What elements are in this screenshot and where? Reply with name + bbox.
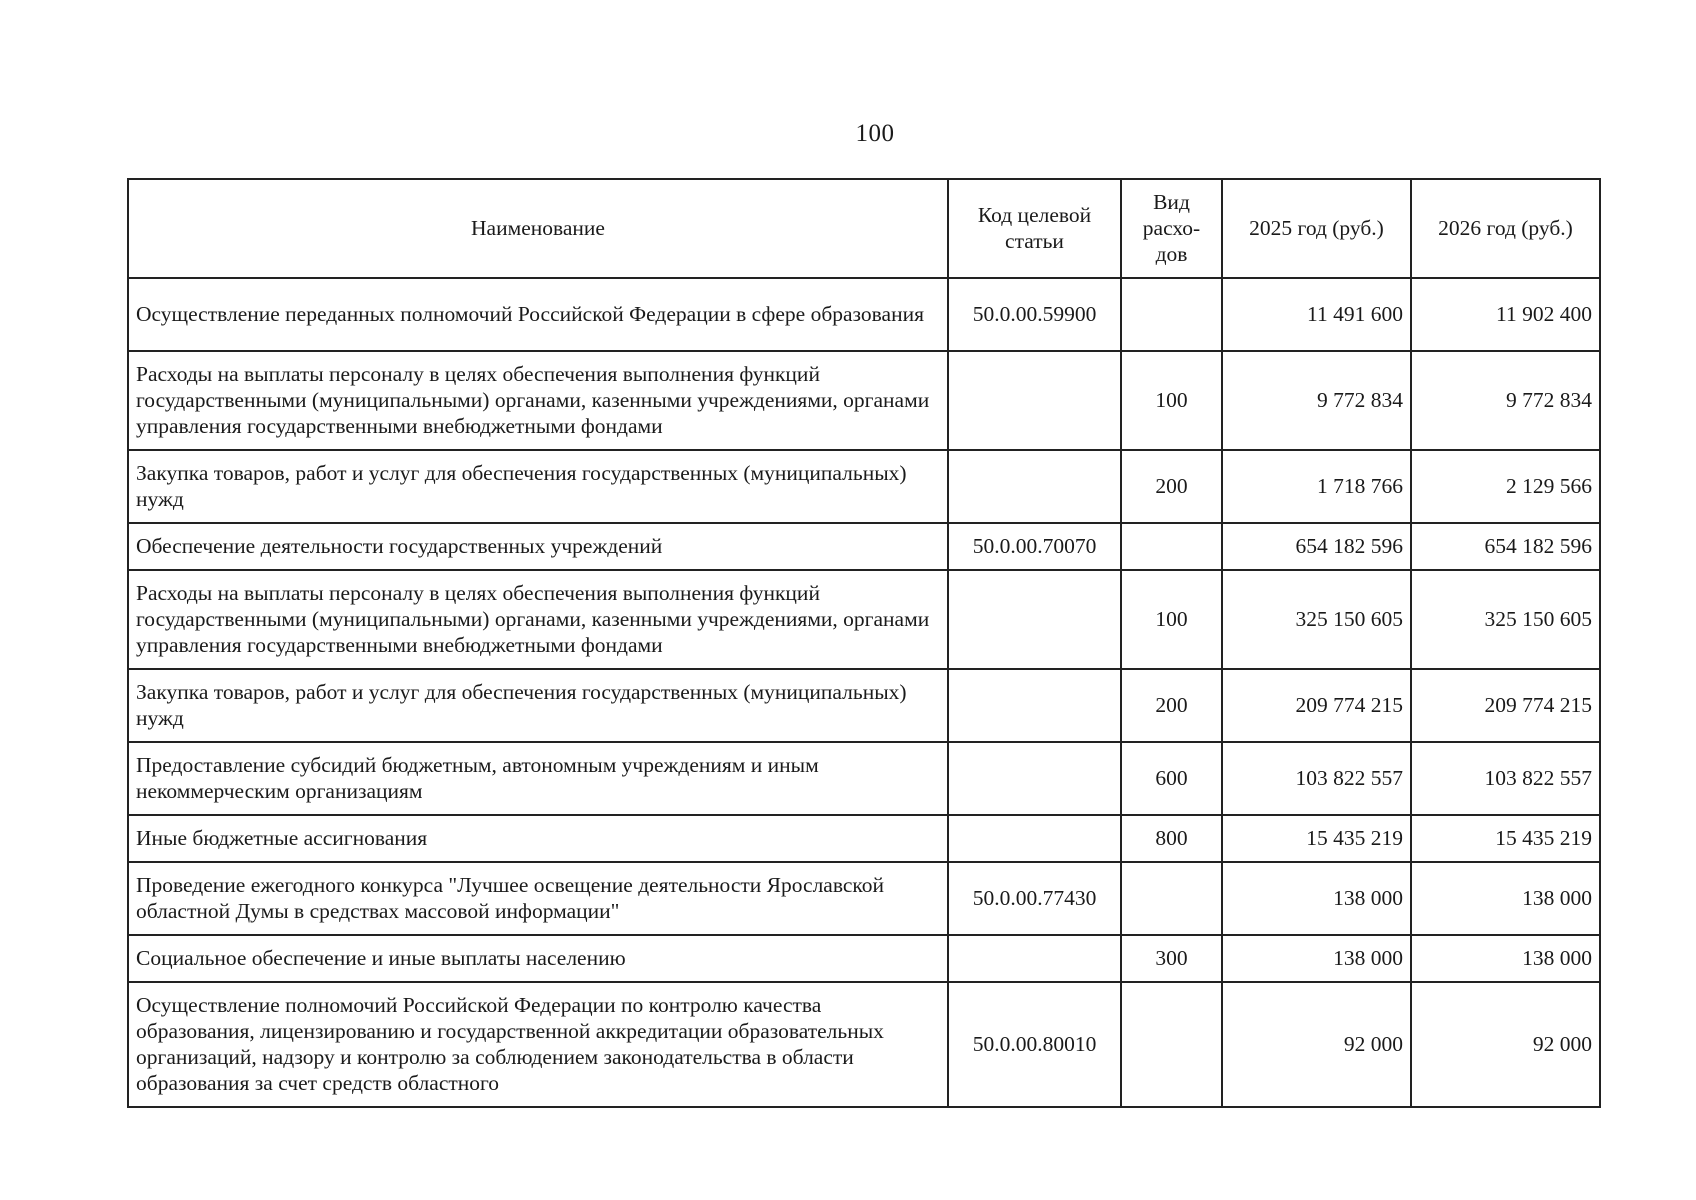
cell-2026: 9 772 834 [1411, 351, 1600, 450]
table-row [128, 815, 1600, 862]
cell-2026: 654 182 596 [1411, 523, 1600, 570]
table-row [128, 982, 1600, 1107]
cell-2025: 138 000 [1222, 935, 1411, 982]
cell-name: Осуществление полномочий Российской Федерации по контролю качества образования, лицензированию и государственной аккредитации образовательных организаций, надзору и контролю за соблюдением законодательства в области образования за счет средств областного [128, 982, 948, 1107]
cell-type: 100 [1121, 570, 1222, 669]
cell-type [1121, 278, 1222, 351]
cell-2025: 209 774 215 [1222, 669, 1411, 742]
cell-2025: 9 772 834 [1222, 351, 1411, 450]
cell-type: 300 [1121, 935, 1222, 982]
table-row [128, 570, 1600, 669]
cell-2025: 1 718 766 [1222, 450, 1411, 523]
cell-2026: 11 902 400 [1411, 278, 1600, 351]
cell-code [948, 570, 1121, 669]
table-row [128, 742, 1600, 815]
table-row [128, 935, 1600, 982]
cell-name: Социальное обеспечение и иные выплаты населению [128, 935, 948, 982]
cell-type: 800 [1121, 815, 1222, 862]
cell-type [1121, 523, 1222, 570]
table-row [128, 862, 1600, 935]
cell-name: Проведение ежегодного конкурса "Лучшее освещение деятельности Ярославской областной Думы в средствах массовой информации" [128, 862, 948, 935]
cell-2025: 15 435 219 [1222, 815, 1411, 862]
cell-name: Расходы на выплаты персоналу в целях обеспечения выполнения функций государственными (муниципальными) органами, казенными учреждениями, органами управления государственными внебюджетными фондами [128, 570, 948, 669]
budget-table [127, 178, 1601, 1108]
cell-name: Обеспечение деятельности государственных учреждений [128, 523, 948, 570]
cell-2025: 138 000 [1222, 862, 1411, 935]
header-name: Наименование [128, 179, 948, 278]
cell-name: Расходы на выплаты персоналу в целях обеспечения выполнения функций государственными (муниципальными) органами, казенными учреждениями, органами управления государственными внебюджетными фондами [128, 351, 948, 450]
cell-2026: 138 000 [1411, 935, 1600, 982]
cell-code [948, 935, 1121, 982]
cell-2025: 92 000 [1222, 982, 1411, 1107]
cell-name: Осуществление переданных полномочий Российской Федерации в сфере образования [128, 278, 948, 351]
cell-type: 200 [1121, 669, 1222, 742]
cell-2026: 209 774 215 [1411, 669, 1600, 742]
cell-code [948, 669, 1121, 742]
cell-2026: 92 000 [1411, 982, 1600, 1107]
cell-type [1121, 862, 1222, 935]
cell-type [1121, 982, 1222, 1107]
header-2025: 2025 год (руб.) [1222, 179, 1411, 278]
header-code: Код целевой статьи [948, 179, 1121, 278]
cell-2025: 654 182 596 [1222, 523, 1411, 570]
table-row [128, 278, 1600, 351]
cell-name: Иные бюджетные ассигнования [128, 815, 948, 862]
cell-type: 200 [1121, 450, 1222, 523]
cell-code: 50.0.00.59900 [948, 278, 1121, 351]
table-row [128, 351, 1600, 450]
cell-code: 50.0.00.80010 [948, 982, 1121, 1107]
header-type: Вид расхо-дов [1121, 179, 1222, 278]
cell-2025: 103 822 557 [1222, 742, 1411, 815]
cell-2025: 11 491 600 [1222, 278, 1411, 351]
cell-type: 600 [1121, 742, 1222, 815]
cell-code [948, 815, 1121, 862]
cell-code [948, 742, 1121, 815]
cell-2025: 325 150 605 [1222, 570, 1411, 669]
cell-code [948, 351, 1121, 450]
cell-name: Закупка товаров, работ и услуг для обеспечения государственных (муниципальных) нужд [128, 450, 948, 523]
cell-2026: 138 000 [1411, 862, 1600, 935]
cell-name: Предоставление субсидий бюджетным, автономным учреждениям и иным некоммерческим организациям [128, 742, 948, 815]
table-header [128, 179, 1600, 278]
header-row [128, 179, 1600, 278]
page-number: 100 [855, 120, 895, 147]
table-row [128, 523, 1600, 570]
header-2026: 2026 год (руб.) [1411, 179, 1600, 278]
cell-type: 100 [1121, 351, 1222, 450]
table-row [128, 450, 1600, 523]
cell-2026: 2 129 566 [1411, 450, 1600, 523]
cell-code: 50.0.00.77430 [948, 862, 1121, 935]
cell-name: Закупка товаров, работ и услуг для обеспечения государственных (муниципальных) нужд [128, 669, 948, 742]
table-body [128, 278, 1600, 1107]
cell-2026: 325 150 605 [1411, 570, 1600, 669]
cell-2026: 103 822 557 [1411, 742, 1600, 815]
cell-2026: 15 435 219 [1411, 815, 1600, 862]
table-row [128, 669, 1600, 742]
cell-code: 50.0.00.70070 [948, 523, 1121, 570]
cell-code [948, 450, 1121, 523]
